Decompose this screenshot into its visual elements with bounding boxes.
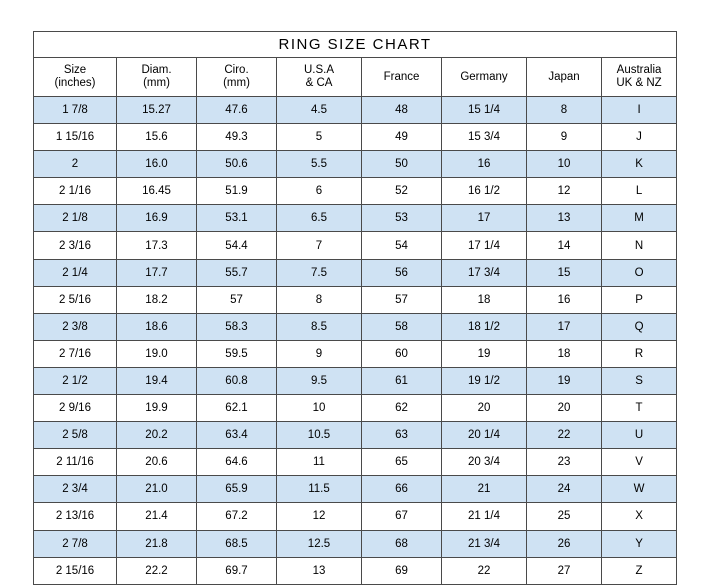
table-cell: 12.5 <box>277 530 362 557</box>
table-cell: 60.8 <box>197 367 277 394</box>
table-cell: 21.0 <box>117 476 197 503</box>
column-header-usa-ca-line2: & CA <box>305 77 333 89</box>
table-cell: 52 <box>362 178 442 205</box>
table-row <box>34 340 677 367</box>
column-header-japan <box>527 58 602 97</box>
table-body <box>34 32 677 585</box>
column-header-size-line2: (inches) <box>54 77 96 89</box>
table-cell: 5 <box>277 124 362 151</box>
table-cell: 20 <box>527 395 602 422</box>
table-cell: 4.5 <box>277 97 362 124</box>
table-cell: 22 <box>442 557 527 584</box>
table-cell: 11.5 <box>277 476 362 503</box>
table-cell: 17 1/4 <box>442 232 527 259</box>
table-cell: 18 <box>442 286 527 313</box>
table-cell: 27 <box>527 557 602 584</box>
table-cell: 6.5 <box>277 205 362 232</box>
table-cell: 65 <box>362 449 442 476</box>
table-cell: 20 <box>442 395 527 422</box>
table-cell: 10 <box>277 395 362 422</box>
table-cell: 19.0 <box>117 340 197 367</box>
table-row <box>34 205 677 232</box>
table-cell: 49.3 <box>197 124 277 151</box>
table-cell: 19.9 <box>117 395 197 422</box>
chart-title: RING SIZE CHART <box>34 32 677 58</box>
table-cell: 21.4 <box>117 503 197 530</box>
table-cell: 2 5/8 <box>34 422 117 449</box>
table-row <box>34 286 677 313</box>
table-cell: 18 <box>527 340 602 367</box>
table-cell: 20.6 <box>117 449 197 476</box>
table-cell: 69 <box>362 557 442 584</box>
table-cell: 19 <box>442 340 527 367</box>
table-cell: 17.3 <box>117 232 197 259</box>
table-cell: 7 <box>277 232 362 259</box>
table-cell: P <box>602 286 677 313</box>
table-cell: 19 <box>527 367 602 394</box>
table-row <box>34 259 677 286</box>
table-cell: 26 <box>527 530 602 557</box>
column-header-australia-uk-nz <box>602 58 677 97</box>
table-cell: 10.5 <box>277 422 362 449</box>
table-cell: 13 <box>277 557 362 584</box>
table-row <box>34 178 677 205</box>
table-row <box>34 557 677 584</box>
table-cell: 10 <box>527 151 602 178</box>
table-cell: 49 <box>362 124 442 151</box>
table-header-row <box>34 58 677 97</box>
table-cell: 21 <box>442 476 527 503</box>
table-cell: 56 <box>362 259 442 286</box>
table-cell: R <box>602 340 677 367</box>
title-row <box>34 32 677 58</box>
column-header-germany-line1: Germany <box>460 70 508 83</box>
table-cell: 16.9 <box>117 205 197 232</box>
table-cell: I <box>602 97 677 124</box>
table-cell: 2 7/16 <box>34 340 117 367</box>
table-cell: 67.2 <box>197 503 277 530</box>
table-cell: 21 3/4 <box>442 530 527 557</box>
table-cell: V <box>602 449 677 476</box>
table-cell: 61 <box>362 367 442 394</box>
table-cell: 16.45 <box>117 178 197 205</box>
ring-size-table <box>33 31 677 585</box>
column-header-france <box>362 58 442 97</box>
column-header-australia-line1: Australia <box>616 64 662 76</box>
table-cell: J <box>602 124 677 151</box>
table-cell: 53 <box>362 205 442 232</box>
table-cell: 60 <box>362 340 442 367</box>
table-cell: 2 5/16 <box>34 286 117 313</box>
table-row <box>34 313 677 340</box>
table-cell: 18.6 <box>117 313 197 340</box>
table-row <box>34 476 677 503</box>
table-cell: 17.7 <box>117 259 197 286</box>
table-row <box>34 367 677 394</box>
table-cell: 2 1/4 <box>34 259 117 286</box>
table-cell: 18 1/2 <box>442 313 527 340</box>
table-cell: 5.5 <box>277 151 362 178</box>
table-cell: 2 1/8 <box>34 205 117 232</box>
table-cell: 21.8 <box>117 530 197 557</box>
table-cell: 20 1/4 <box>442 422 527 449</box>
table-cell: 13 <box>527 205 602 232</box>
table-cell: 24 <box>527 476 602 503</box>
column-header-france-line1: France <box>383 70 420 83</box>
table-cell: 9 <box>527 124 602 151</box>
table-row <box>34 97 677 124</box>
table-cell: 66 <box>362 476 442 503</box>
table-cell: N <box>602 232 677 259</box>
table-cell: 16.0 <box>117 151 197 178</box>
table-cell: 15 3/4 <box>442 124 527 151</box>
column-header-usa-ca <box>277 58 362 97</box>
table-cell: S <box>602 367 677 394</box>
column-header-japan-line1: Japan <box>548 70 580 83</box>
table-cell: 16 <box>442 151 527 178</box>
column-header-diameter-line2: (mm) <box>143 77 170 89</box>
table-cell: 50.6 <box>197 151 277 178</box>
table-cell: 58 <box>362 313 442 340</box>
table-cell: 15.6 <box>117 124 197 151</box>
table-cell: 21 1/4 <box>442 503 527 530</box>
table-cell: W <box>602 476 677 503</box>
column-header-circumference-line2: (mm) <box>223 77 250 89</box>
table-cell: 8 <box>527 97 602 124</box>
table-cell: 18.2 <box>117 286 197 313</box>
table-cell: 63.4 <box>197 422 277 449</box>
table-cell: 53.1 <box>197 205 277 232</box>
table-cell: M <box>602 205 677 232</box>
table-cell: 2 13/16 <box>34 503 117 530</box>
table-cell: 68.5 <box>197 530 277 557</box>
column-header-diameter <box>117 58 197 97</box>
table-cell: 9 <box>277 340 362 367</box>
table-cell: 59.5 <box>197 340 277 367</box>
table-row <box>34 151 677 178</box>
table-cell: 51.9 <box>197 178 277 205</box>
table-cell: 62 <box>362 395 442 422</box>
table-cell: 11 <box>277 449 362 476</box>
table-cell: 2 3/4 <box>34 476 117 503</box>
table-cell: 12 <box>277 503 362 530</box>
column-header-circumference <box>197 58 277 97</box>
table-cell: 54.4 <box>197 232 277 259</box>
table-cell: 20 3/4 <box>442 449 527 476</box>
table-cell: 1 15/16 <box>34 124 117 151</box>
table-row <box>34 232 677 259</box>
column-header-circumference-line1: Ciro. <box>224 64 249 76</box>
column-header-size <box>34 58 117 97</box>
table-cell: 57 <box>362 286 442 313</box>
table-cell: 17 <box>442 205 527 232</box>
table-cell: Y <box>602 530 677 557</box>
table-row <box>34 503 677 530</box>
table-row <box>34 449 677 476</box>
table-row <box>34 530 677 557</box>
table-cell: 2 7/8 <box>34 530 117 557</box>
table-cell: 15 1/4 <box>442 97 527 124</box>
ring-size-chart <box>33 31 676 585</box>
table-cell: 67 <box>362 503 442 530</box>
column-header-germany <box>442 58 527 97</box>
table-cell: 2 <box>34 151 117 178</box>
table-cell: 8 <box>277 286 362 313</box>
table-cell: 50 <box>362 151 442 178</box>
table-cell: 12 <box>527 178 602 205</box>
table-cell: 64.6 <box>197 449 277 476</box>
column-header-australia-line2: UK & NZ <box>616 77 662 89</box>
table-cell: 58.3 <box>197 313 277 340</box>
table-cell: 55.7 <box>197 259 277 286</box>
table-cell: Z <box>602 557 677 584</box>
table-cell: 2 15/16 <box>34 557 117 584</box>
table-cell: Q <box>602 313 677 340</box>
table-cell: 17 3/4 <box>442 259 527 286</box>
table-cell: 7.5 <box>277 259 362 286</box>
table-cell: 2 1/2 <box>34 367 117 394</box>
table-cell: 14 <box>527 232 602 259</box>
table-cell: T <box>602 395 677 422</box>
table-cell: O <box>602 259 677 286</box>
column-header-usa-ca-line1: U.S.A <box>303 64 335 76</box>
table-cell: 48 <box>362 97 442 124</box>
table-cell: 47.6 <box>197 97 277 124</box>
table-cell: 16 1/2 <box>442 178 527 205</box>
table-cell: 2 11/16 <box>34 449 117 476</box>
table-cell: 22.2 <box>117 557 197 584</box>
table-row <box>34 395 677 422</box>
table-cell: 54 <box>362 232 442 259</box>
table-cell: 2 1/16 <box>34 178 117 205</box>
table-cell: 69.7 <box>197 557 277 584</box>
table-cell: 2 3/16 <box>34 232 117 259</box>
table-cell: 16 <box>527 286 602 313</box>
table-cell: 65.9 <box>197 476 277 503</box>
table-cell: U <box>602 422 677 449</box>
table-cell: 63 <box>362 422 442 449</box>
table-cell: 25 <box>527 503 602 530</box>
table-cell: 17 <box>527 313 602 340</box>
table-cell: 9.5 <box>277 367 362 394</box>
table-cell: 2 3/8 <box>34 313 117 340</box>
table-cell: 19.4 <box>117 367 197 394</box>
table-cell: 68 <box>362 530 442 557</box>
column-header-diameter-line1: Diam. <box>141 64 172 76</box>
table-cell: 20.2 <box>117 422 197 449</box>
table-cell: K <box>602 151 677 178</box>
table-cell: X <box>602 503 677 530</box>
column-header-size-line1: Size <box>63 64 87 76</box>
table-cell: 1 7/8 <box>34 97 117 124</box>
table-cell: 8.5 <box>277 313 362 340</box>
table-cell: 57 <box>197 286 277 313</box>
table-cell: 22 <box>527 422 602 449</box>
table-cell: 2 9/16 <box>34 395 117 422</box>
table-cell: 19 1/2 <box>442 367 527 394</box>
table-row <box>34 124 677 151</box>
table-cell: L <box>602 178 677 205</box>
table-cell: 62.1 <box>197 395 277 422</box>
table-cell: 15.27 <box>117 97 197 124</box>
table-row <box>34 422 677 449</box>
table-cell: 15 <box>527 259 602 286</box>
table-cell: 23 <box>527 449 602 476</box>
table-cell: 6 <box>277 178 362 205</box>
